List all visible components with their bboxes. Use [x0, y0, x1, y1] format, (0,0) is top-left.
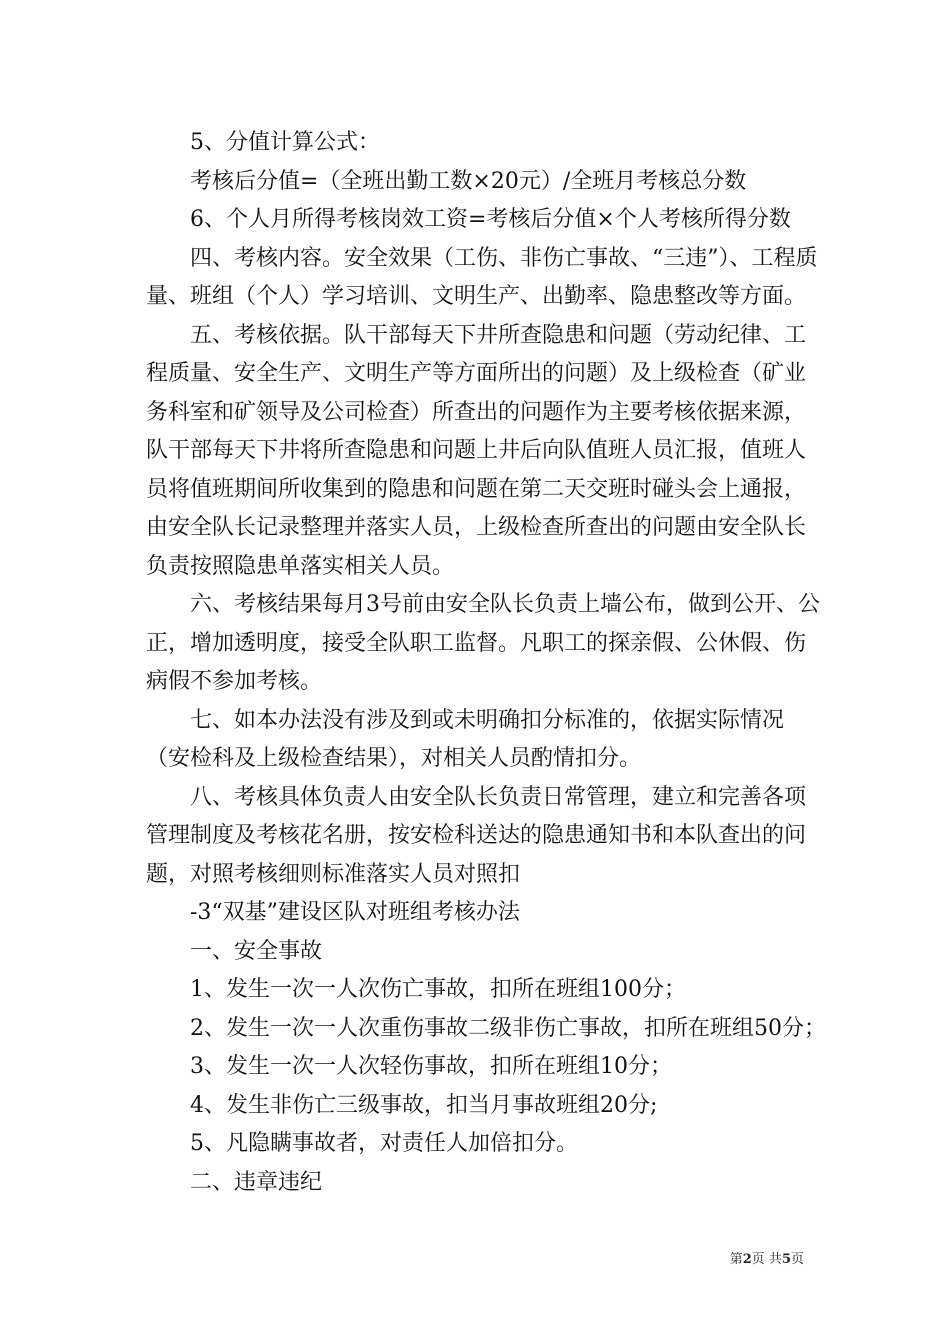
paragraph: 6、个人月所得考核岗效工资=考核后分值×个人考核所得分数: [190, 207, 791, 232]
list-item: 3、发生一次一人次轻伤事故，扣所在班组10分；: [190, 1054, 672, 1079]
footer-prefix: 第: [729, 1252, 743, 1267]
section-heading: -3“双基”建设区队对班组考核办法: [190, 900, 520, 925]
paragraph: 五、考核依据。队干部每天下井所查隐患和问题（劳动纪律、工程质量、安全生产、文明生产等方面所出的问题）及上级检查（矿业务科室和矿领导及公司检查）所查出的问题作为主要考核依据来源，队干部每天下井将所查隐患和问题上井后向队值班人员汇报，值班人员将值班期间所收集到的隐患和问题在第二天交班时碰头会上通报，由安全队长记录整理并落实人员，上级检查所查出的问题由安全队长负责按照隐患单落实相关人员。: [146, 322, 807, 579]
document-body: [146, 124, 826, 1202]
total-pages-number: 5: [781, 1252, 791, 1267]
list-item: 5、凡隐瞒事故者，对责任人加倍扣分。: [190, 1131, 578, 1156]
page-footer: [730, 1248, 804, 1267]
section-heading: 二、违章违纪: [190, 1169, 323, 1195]
list-item: 2、发生一次一人次重伤事故二级非伤亡事故，扣所在班组50分；: [190, 1015, 826, 1041]
list-item: 1、发生一次一人次伤亡事故，扣所在班组100分；: [190, 977, 686, 1002]
paragraph: 四、考核内容。安全效果（工伤、非伤亡事故、“三违”）、工程质量、班组（个人）学习培训、文明生产、出勤率、隐患整改等方面。: [146, 245, 818, 309]
paragraph: 六、考核结果每月3号前由安全队长负责上墙公布，做到公开、公正，增加透明度，接受全队职工监督。凡职工的探亲假、公休假、伤病假不参加考核。: [146, 592, 820, 694]
paragraph: 八、考核具体负责人由安全队长负责日常管理，建立和完善各项管理制度及考核花名册，按安检科送达的隐患通知书和本队查出的问题，对照考核细则标准落实人员对照扣: [146, 784, 807, 887]
paragraph: 5、分值计算公式：: [190, 130, 380, 155]
list-item: 4、发生非伤亡三级事故，扣当月事故班组20分;: [190, 1092, 658, 1118]
section-heading: 一、安全事故: [190, 938, 323, 964]
footer-middle: 页 共: [751, 1252, 782, 1267]
paragraph: 考核后分值=（全班出勤工数×20元）/全班月考核总分数: [190, 168, 747, 194]
paragraph: 七、如本办法没有涉及到或未明确扣分标准的，依据实际情况（安检科及上级检查结果），对相关人员酌情扣分。: [146, 707, 785, 771]
current-page-number: 2: [742, 1252, 752, 1267]
footer-suffix: 页: [790, 1252, 804, 1267]
